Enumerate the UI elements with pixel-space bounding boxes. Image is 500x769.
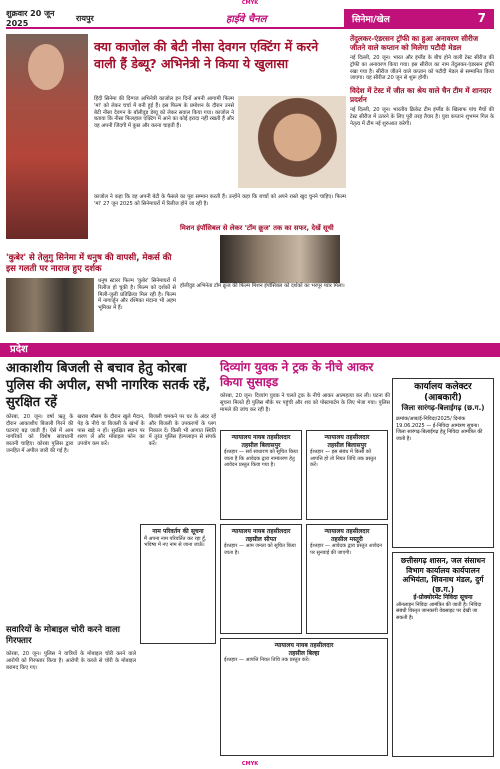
sidebar-headline-1: तेंदुलकर-एंडरसन ट्रॉफी का हुआ अनावरण सीरीज जीतने वाले कप्तान को मिलेगा पटौदी मेडल [350, 34, 479, 52]
notice-title: न्यायालय नायब तहसीलदार [231, 434, 291, 441]
kubera-photo [6, 278, 94, 332]
kubera-story [6, 253, 176, 340]
notice-place: तहसील बिलासपुर [327, 441, 367, 449]
notice-title: न्यायालय नायब तहसीलदार [274, 642, 334, 649]
water-dept-tender-ad [392, 552, 494, 757]
registration-mark-bottom: CMYK [241, 761, 259, 767]
issue-date: शुक्रवार 20 जून 2025 [6, 9, 55, 28]
main-body-text-2: काजोल ने कहा कि वह अपनी बेटी के फैसले का पूरा सम्मान करती हैं। उन्होंने कहा कि बच्चों को अपने रास्ते खुद चुनने चाहिए। फिल्म 'मां' 27 जून 2025 को सिनेमाघरों में रिलीज होने जा रही है। [94, 194, 346, 207]
korba-headline: आकाशीय बिजली से बचाव हेतु कोरबा पुलिस की अपील, सभी नागरिक सतर्क रहें, सुरक्षित रहें [6, 361, 211, 410]
mission-body: हॉलीवुड अभिनेता टॉम क्रूज की फिल्म मिशन इंपॉसिबल को दर्शकों का भरपूर प्यार मिला। [180, 282, 345, 289]
sidebar-body-1: नई दिल्ली, 20 जून। भारत और इंग्लैंड के बीच होने वाली टेस्ट सीरीज की ट्रॉफी का अनावरण किया गया। इस सीरीज का नाम तेंदुलकर-एंडरसन ट्रॉफी रखा गया है। सीरीज जीतने वाले कप्तान को पटौदी मेडल से सम्मानित किया जाएगा। यह सीरीज 20 जून से शुरू होगी। [350, 55, 494, 82]
water-text: ऑनलाइन निविदा आमंत्रित की जाती है। निविदा संबंधी विस्तृत जानकारी वेबसाइट पर देखी जा सकती है। [396, 601, 482, 621]
actress-face [28, 44, 64, 90]
sports-sidebar [350, 34, 494, 339]
excise-title: कार्यालय कलेक्टर (आबकारी) [414, 382, 472, 403]
notice-title: न्यायालय तहसीलदार [324, 434, 370, 441]
kubera-headline: 'कुबेर' से तेलुगु सिनेमा में धनुष की वापसी, मेकर्स की इस गलती पर नाराज हुए दर्शक [6, 253, 172, 274]
legal-notice-2 [306, 430, 388, 520]
suicide-headline: दिव्यांग युवक ने ट्रक के नीचे आकर किया सुसाइड [220, 360, 374, 389]
notice-text: ईश्तहार — आवेदक द्वारा प्रस्तुत आवेदन पर सुनवाई की जाएगी। [310, 543, 383, 556]
kajol-photo [238, 96, 346, 188]
notice-text: ईश्तहार — आपत्ति नियत तिथि तक प्रस्तुत करें। [224, 657, 310, 663]
korba-columns [6, 414, 216, 455]
section-tab [344, 9, 494, 27]
legal-notice-1 [220, 430, 302, 520]
main-body-text: हिंदी सिनेमा की दिग्गज अभिनेत्री काजोल इन दिनों अपनी आगामी फिल्म 'मां' को लेकर चर्चा में बनी हुई हैं। इस फिल्म के प्रमोशन के दौरान उनसे बेटी नीसा देवगन के बॉलीवुड डेब्यू को लेकर सवाल किया गया। काजोल ने बताया कि नीसा फिलहाल एक्टिंग में आने का कोई इरादा नहीं रखती हैं और वह अपनी जिंदगी में कुछ और करना चाहती हैं। [94, 96, 234, 130]
korba-lightning-story [6, 360, 216, 455]
mission-story [180, 224, 346, 289]
registration-mark-top: CMYK [241, 0, 259, 6]
section-name: सिनेमा/खेल [352, 14, 390, 25]
section-band-pradesh: प्रदेश [0, 343, 500, 357]
mobile-theft-headline: सवारियों के मोबाइल चोरी करने वाला गिरफ्तार [6, 625, 120, 646]
notice-place: तहसील सीपत [245, 535, 277, 543]
legal-notice-3 [140, 524, 216, 644]
suicide-body: कोरबा, 20 जून। दिव्यांग युवक ने चलते ट्रक के नीचे आकर आत्महत्या कर ली। घटना की सूचना मिलते ही पुलिस मौके पर पहुंची और शव को पोस्टमार्टम के लिए भेजा गया। पुलिस मामले की जांच कर रही है। [220, 393, 390, 413]
page-number: 7 [477, 11, 486, 25]
notice-text: ईश्तहार — आम जनता को सूचित किया जाता है। [224, 543, 296, 556]
city-name: रायपुर [76, 13, 94, 23]
main-headline: क्या काजोल की बेटी नीसा देवगन एक्टिंग में करने वाली हैं डेब्यू? अभिनेत्री ने किया ये खुलासा [94, 39, 319, 71]
notice-title: न्यायालय तहसीलदार [324, 528, 370, 535]
sidebar-headline-2: विदेश में टेस्ट में जीत का श्रेय वाले चैन टीम में शानदार प्रदर्शन [350, 86, 492, 105]
notice-text: ईश्तहार — इस संबंध में किसी को आपत्ति हो तो नियत तिथि तक प्रस्तुत करें। [310, 449, 376, 468]
notice-text: ईश्तहार — सर्व साधारण को सूचित किया जाता है कि आवेदक द्वारा नामांतरण हेतु आवेदन प्रस्तुत किया गया है। [224, 449, 298, 468]
legal-notice-4 [220, 524, 302, 634]
mission-photo [220, 235, 340, 283]
masthead [6, 9, 494, 29]
excise-text: क्रमांक/आब/ई-निविदा/2025/ दिनांक 19.06.2025 — ई-निविदा आमंत्रण सूचना। जिला सारंगढ़-बिलाईगढ़ हेतु निविदा आमंत्रित की जाती है। [396, 416, 483, 442]
legal-notice-6 [220, 638, 388, 756]
cinema-main-story [6, 34, 346, 249]
water-subtitle: ई-प्रोक्योरमेंट निविदा सूचना [413, 594, 473, 601]
notice-text: मैं अपना नाम परिवर्तित कर रहा हूँ, भविष्य में नए नाम से जाना जाऊँ। [144, 535, 207, 548]
notice-title: नाम परिवर्तन की सूचना [152, 528, 204, 535]
excise-subtitle: जिला सारंगढ़-बिलाईगढ़ (छ.ग.) [401, 404, 485, 412]
excise-tender-ad [392, 378, 494, 548]
mobile-theft-body: कोरबा, 20 जून। पुलिस ने यात्रियों के मोबाइल चोरी करने वाले आरोपी को गिरफ्तार किया है। आरोपी के कब्जे से चोरी के मोबाइल बरामद किए गए। [6, 651, 136, 671]
korba-column-2: खराब मौसम के दौरान खुले मैदान, पेड़ के नीचे या बिजली के खंभों के पास खड़े न हों। सुरक्षित स्थान पर शरण लें और मोबाइल फोन का उपयोग कम करें। [77, 414, 145, 448]
korba-column-3: बिजली चमकने पर घर के अंदर रहें और बिजली के उपकरणों के प्लग निकाल दें। किसी भी आपात स्थिति में तुरंत पुलिस हेल्पलाइन से संपर्क करें। [148, 414, 216, 448]
suicide-story [220, 360, 390, 413]
water-title: छत्तीसगढ़ शासन, जल संसाधन विभाग कार्यालय कार्यपालन अभियंता, शिवनाथ मंडल, दुर्ग (छ.ग.) [400, 556, 486, 594]
mission-headline: मिशन इंपॉसिबल से लेकर 'टॉम क्रूज' तक का सफर, देखें सूची [180, 224, 334, 232]
korba-column-1: कोरबा, 20 जून। वर्षा ऋतु के दौरान आकाशीय बिजली गिरने की घटनाएं बढ़ जाती हैं। ऐसे में आम नागरिकों को विशेष सावधानी बरतनी चाहिए। कोरबा पुलिस द्वारा जनहित में अपील जारी की गई है। [6, 414, 74, 454]
sidebar-body-2: नई दिल्ली, 20 जून। भारतीय क्रिकेट टीम इंग्लैंड के खिलाफ पांच मैचों की टेस्ट सीरीज में उतरने के लिए पूरी तरह तैयार है। युवा कप्तान शुभमन गिल के नेतृत्व में टीम नई शुरुआत करेगी। [350, 107, 494, 127]
legal-notice-5 [306, 524, 388, 634]
actress-photo [6, 34, 88, 239]
notice-title: न्यायालय नायब तहसीलदार [231, 528, 291, 535]
notice-place: तहसील बिलासपुर [241, 441, 281, 449]
newspaper-brand: हाईवे चैनल [226, 14, 267, 25]
kubera-body: धनुष स्टारर फिल्म 'कुबेर' सिनेमाघरों में रिलीज हो चुकी है। फिल्म को दर्शकों से मिली-जुली प्रतिक्रिया मिल रही है। फिल्म में नागार्जुन और रश्मिका मंदाना भी अहम भूमिका में हैं। [98, 278, 176, 312]
notice-place: तहसील बिल्हा [288, 649, 320, 657]
notice-place: तहसील मस्तूरी [331, 535, 363, 543]
